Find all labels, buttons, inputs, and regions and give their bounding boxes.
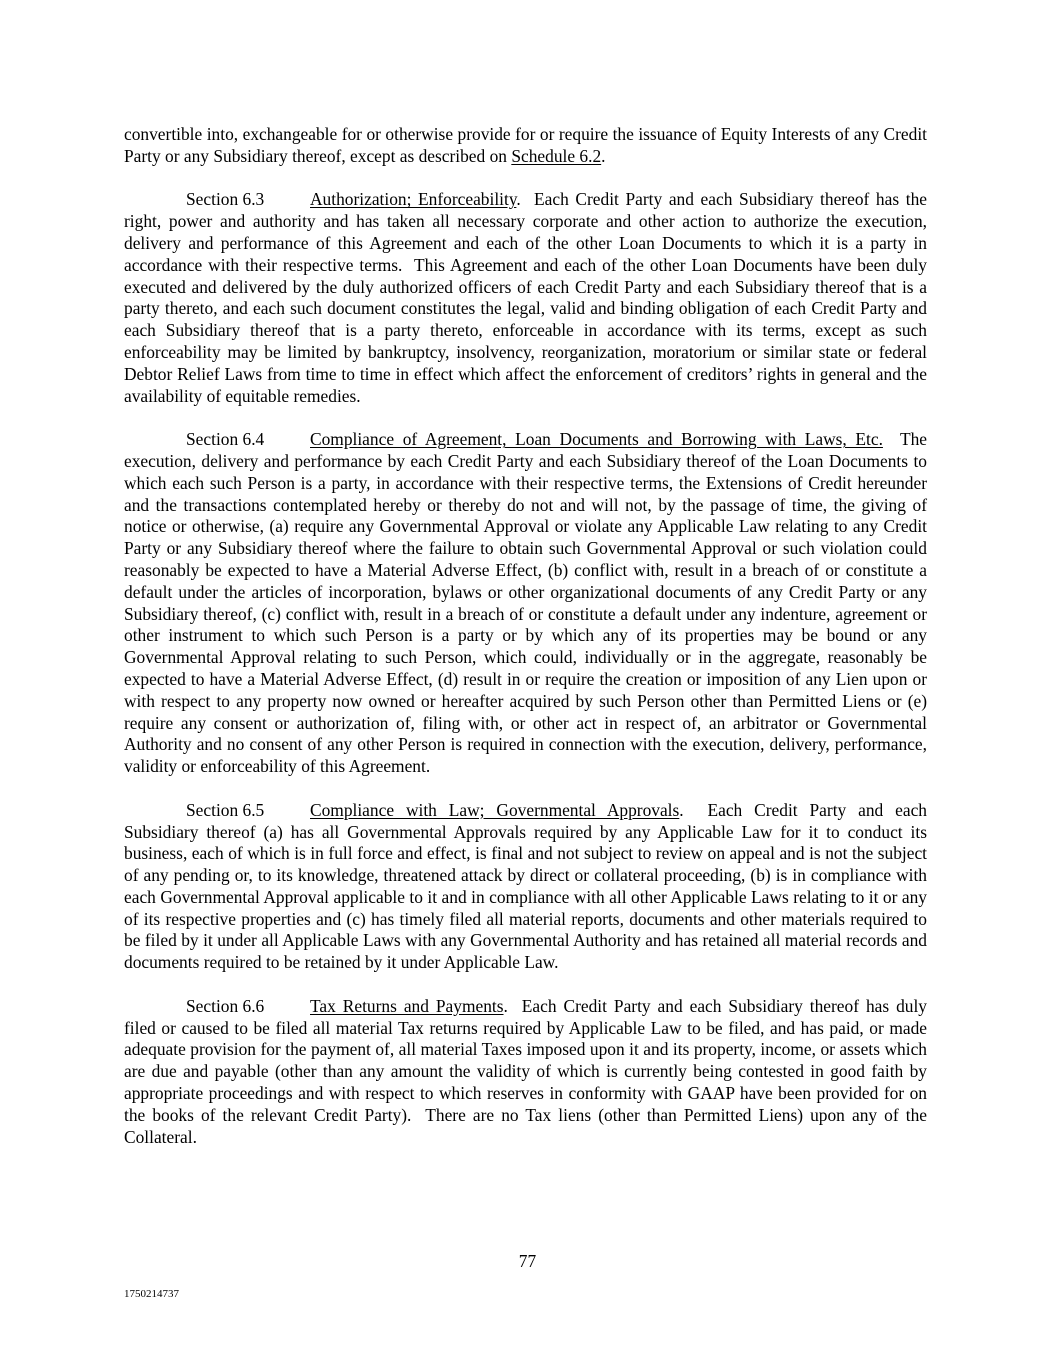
section-title: Authorization; Enforceability: [310, 189, 517, 210]
section-number: Section 6.3: [186, 189, 265, 210]
section-title: Compliance with Law; Governmental Approvals: [310, 799, 680, 820]
section-6-3: [124, 189, 932, 407]
section-6-6: [124, 995, 932, 1149]
section-6-4: [124, 429, 932, 778]
schedule-reference: Schedule 6.2: [511, 145, 602, 166]
page-number: 77: [518, 1251, 537, 1271]
section-title: Compliance of Agreement, Loan Documents and Borrowing with Laws, Etc.: [310, 429, 883, 450]
section-body: The execution, delivery and performance by each Credit Party and each Subsidiary thereof of the Loan Documents to which each such Person is a party, in accordance with their respective terms, the Extensions of Credit hereunder and the transactions contemplated hereby or thereby do not and will not, by the passage of time, the giving of notice or otherwise, (a) require any Governmental Approval or violate any Applicable Law relating to any Credit Party or any Subsidiary thereof where the failure to obtain such Governmental Approval or such violation could reasonably be expected to have a Material Adverse Effect, (b) conflict with, result in a breach of or constitute a default under the articles of incorporation, bylaws or other organizational documents of any Credit Party or any Subsidiary thereof, (c) conflict with, result in a breach of or constitute a default under any indenture, agreement or other instrument to which such Person is a party or by which any of its properties may be bound or any Governmental Approval relating to such Person, which could, individually or in the aggregate, reasonably be expected to have a Material Adverse Effect, (d) result in or require the creation or imposition of any Lien upon or with respect to any property now owned or hereafter acquired by such Person other than Permitted Liens or (e) require any consent or authorization of, filing with, or other act in respect of, an arbitrator or Governmental Authority and no consent of any other Person is required in connection with the execution, delivery, performance, validity or enforceability of this Agreement.: [124, 429, 932, 777]
section-title-suffix: .: [503, 995, 508, 1016]
section-number: Section 6.5: [186, 799, 265, 820]
continuation-paragraph: [124, 124, 927, 168]
section-body: Each Credit Party and each Subsidiary thereof has duly filed or caused to be filed all material Tax returns required by Applicable Law to be filed, and has paid, or made adequate provision for the payment of, all material Taxes imposed upon it and its property, income, or assets which are due and payable (other than any amount the validity of which is currently being contested in good faith by appropriate proceedings and with respect to which reserves in conformity with GAAP have been provided for on the books of the relevant Credit Party). There are no Tax liens (other than Permitted Liens) upon any of the Collateral.: [124, 995, 932, 1147]
section-title-suffix: .: [679, 799, 684, 820]
section-body: Each Credit Party and each Subsidiary thereof has the right, power and authority and has taken all necessary corporate and other action to authorize the execution, delivery and performance of this Agreement and each of the other Loan Documents to which it is a party in accordance with their respective terms. This Agreement and each of the other Loan Documents have been duly executed and delivered by the duly authorized officers of each Credit Party and each Subsidiary thereof that is a party thereto, and each such document constitutes the legal, valid and binding obligation of each Credit Party and each Subsidiary thereof that is a party thereto, enforceable in accordance with its terms, except as such enforceability may be limited by bankruptcy, insolvency, reorganization, moratorium or similar state or federal Debtor Relief Laws from time to time in effect which affect the enforcement of creditors’ rights in general and the availability of equitable remedies.: [124, 189, 932, 406]
section-body: Each Credit Party and each Subsidiary thereof (a) has all Governmental Approvals required by any Applicable Law for it to conduct its business, each of which is in full force and effect, is final and not subject to review on appeal and is not the subject of any pending or, to its knowledge, threatened attack by direct or collateral proceeding, (b) is in compliance with each Governmental Approval applicable to it and in compliance with all other Applicable Laws relating to it or any of its respective properties and (c) has timely filed all material reports, documents and other materials required to be filed by it under all Applicable Laws with any Governmental Authority and has retained all material records and documents required to be retained by it under Applicable Law.: [124, 799, 932, 973]
section-title-suffix: .: [516, 189, 521, 210]
section-number: Section 6.6: [186, 995, 265, 1016]
section-title: Tax Returns and Payments: [310, 995, 504, 1016]
section-number: Section 6.4: [186, 429, 265, 450]
section-6-5: [124, 799, 932, 974]
continuation-end: .: [601, 145, 606, 166]
document-body: [124, 124, 932, 1170]
continuation-text: convertible into, exchangeable for or otherwise provide for or require the issuance of Equity Interests of any Credit Party or any Subsidiary thereof, except as described on: [124, 124, 927, 166]
document-id: 1750214737: [124, 1288, 179, 1300]
